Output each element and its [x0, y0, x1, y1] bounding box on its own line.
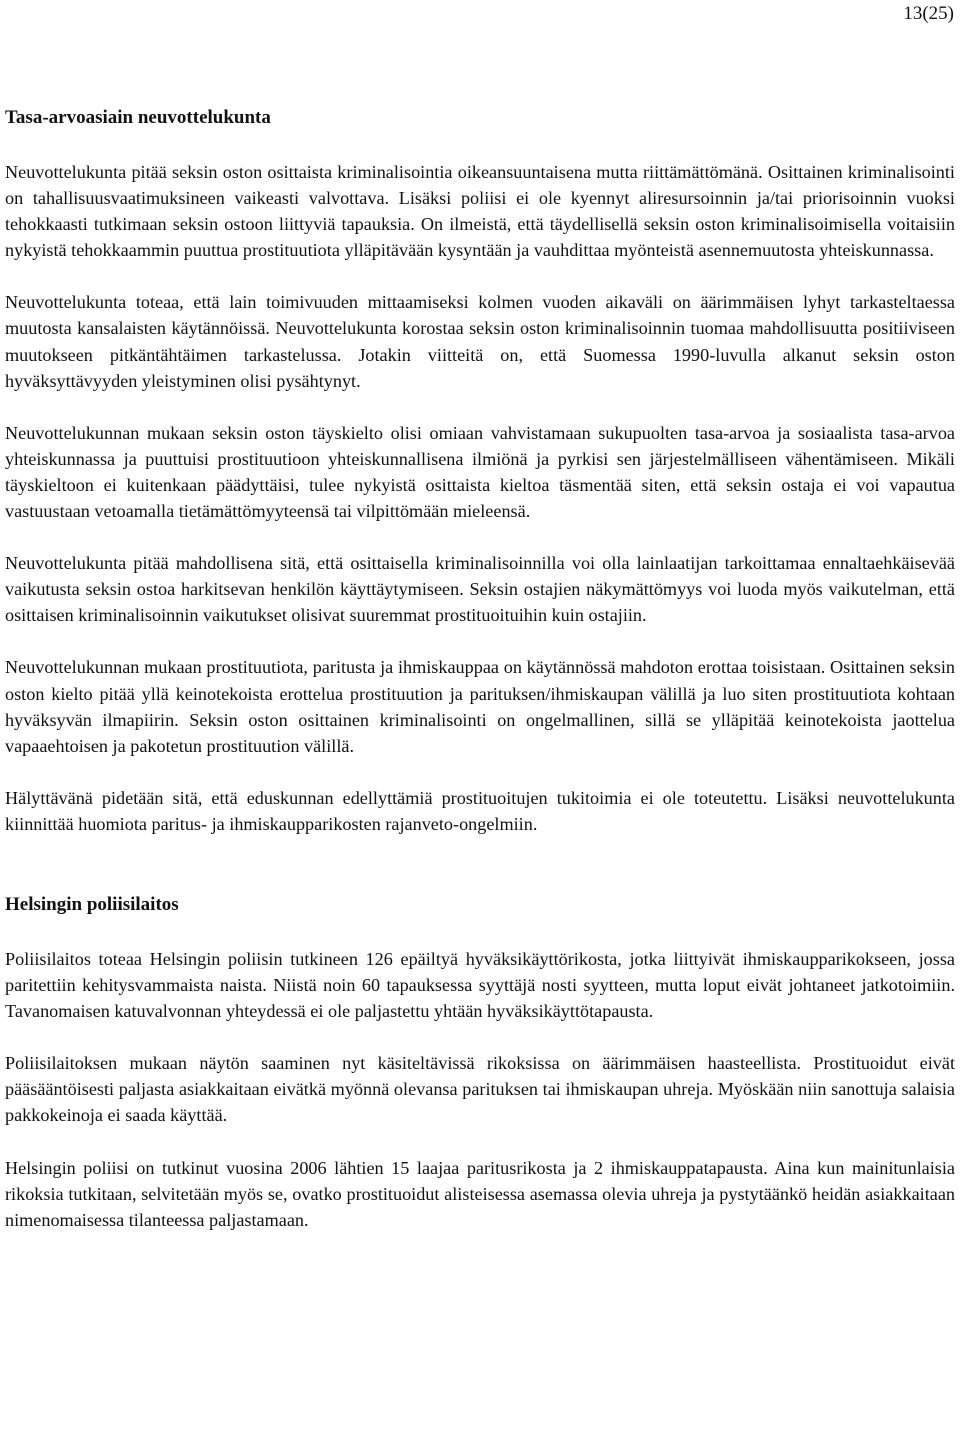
- paragraph: Helsingin poliisi on tutkinut vuosina 2006 lähtien 15 laajaa paritusrikosta ja 2 ihmiskauppatapausta. Aina kun mainitunlaisia rikoksia tutkitaan, selvitetään myös se, ovatko prostituoidut alisteisessa asemassa olevia uhreja ja pystytäänkö heidän asiakkaitaan nimenomaisessa tilanteessa paljastamaan.: [5, 1157, 955, 1230]
- page-number: 13(25): [903, 3, 954, 24]
- paragraph: Poliisilaitoksen mukaan näytön saaminen nyt käsiteltävissä rikoksissa on äärimmäisen haasteellista. Prostituoidut eivät pääsääntöisesti paljasta asiakkaitaan eivätkä myönnä olevansa parituksen tai ihmiskaupan uhreja. Myöskään niin sanottuja salaisia pakkokeinoja ei saada käyttää.: [5, 1053, 955, 1126]
- paragraph: Neuvottelukunta pitää seksin oston osittaista kriminalisointia oikeansuuntaisena mutta riittämättömänä. Osittainen kriminalisointi on tahallisuusvaatimuksineen vaikeasti valvottava. Lisäksi poliisi ei ole kyennyt aliresursoinnin ja/tai priorisoinnin vuoksi tehokkaasti tutkimaan seksin ostoon liittyviä tapauksia. On ilmeistä, että täydellisellä seksin oston kriminalisoimisella voitaisiin nykyistä tehokkaammin puuttua prostituutiota ylläpitävään kysyntään ja vauhdittaa myönteistä asennemuutosta yhteiskunnassa.: [5, 162, 955, 261]
- paragraph: Hälyttävänä pidetään sitä, että eduskunnan edellyttämiä prostituoitujen tukitoimia ei ole toteutettu. Lisäksi neuvottelukunta kiinnittää huomiota paritus- ja ihmiskaupparikosten rajanveto-ongelmiin.: [5, 787, 955, 834]
- section-title: Helsingin poliisilaitos: [5, 893, 179, 915]
- section-title: Tasa-arvoasiain neuvottelukunta: [5, 107, 271, 128]
- paragraph: Neuvottelukunnan mukaan seksin oston täyskielto olisi omiaan vahvistamaan sukupuolten tasa-arvoa ja sosiaalista tasa-arvoa yhteiskunnassa ja puuttuisi prostituutioon yhteiskunnallisena ilmiönä ja pyrkisi sen järjestelmälliseen vähentämiseen. Mikäli täyskieltoon ei kuitenkaan päädyttäisi, tulee nykyistä osittaista kieltoa täsmentää siten, että seksin ostaja ei voi vapautua vastuustaan vetoamalla tietämättömyyteensä tai vilpittömään mieleensä.: [5, 422, 955, 522]
- paragraph: Neuvottelukunta toteaa, että lain toimivuuden mittaamiseksi kolmen vuoden aikaväli on äärimmäisen lyhyt tarkasteltaessa muutosta kansalaisten käytännöissä. Neuvottelukunta korostaa seksin oston kriminalisoinnin tuomaa mahdollisuutta positiiviseen muutokseen pitkäntähtäimen tarkastelussa. Jotakin viitteitä on, että Suomessa 1990-luvulla alkanut seksin oston hyväksyttävyyden yleistyminen olisi pysähtynyt.: [5, 292, 955, 391]
- paragraph: Neuvottelukunta pitää mahdollisena sitä, että osittaisella kriminalisoinnilla voi olla lainlaatijan tarkoittamaa ennaltaehkäisevää vaikutusta seksin ostoa harkitsevan henkilön käyttäytymiseen. Seksin ostajien näkymättömyys voi luoda myös vaikutelman, että osittaisen kriminalisoinnin vaikutukset olisivat suuremmat prostituoituihin kuin ostajiin.: [5, 553, 955, 626]
- page-content: [5, 104, 955, 1233]
- paragraph: Poliisilaitos toteaa Helsingin poliisin tutkineen 126 epäiltyä hyväksikäyttörikosta, jotka liittyivät ihmiskaupparikokseen, jossa paritettiin kehitysvammaista naista. Niistä noin 60 tapauksessa syyttäjä nosti syytteen, mutta loput eivät johtaneet jatkotoimiin. Tavanomaisen katuvalvonnan yhteydessä ei ole paljastettu yhtään hyväksikäyttötapausta.: [5, 948, 955, 1022]
- paragraph: Neuvottelukunnan mukaan prostituutiota, paritusta ja ihmiskauppaa on käytännössä mahdoton erottaa toisistaan. Osittainen seksin oston kielto pitää yllä keinotekoista erottelua prostituution ja parituksen/ihmiskaupan välillä ja luo siten prostituutiota kohtaan hyväksyvän ilmapiirin. Seksin oston osittainen kriminalisointi on ongelmallinen, sillä se ylläpitää keinotekoista jaottelua vapaaehtoisen ja pakotetun prostituution välillä.: [5, 657, 955, 756]
